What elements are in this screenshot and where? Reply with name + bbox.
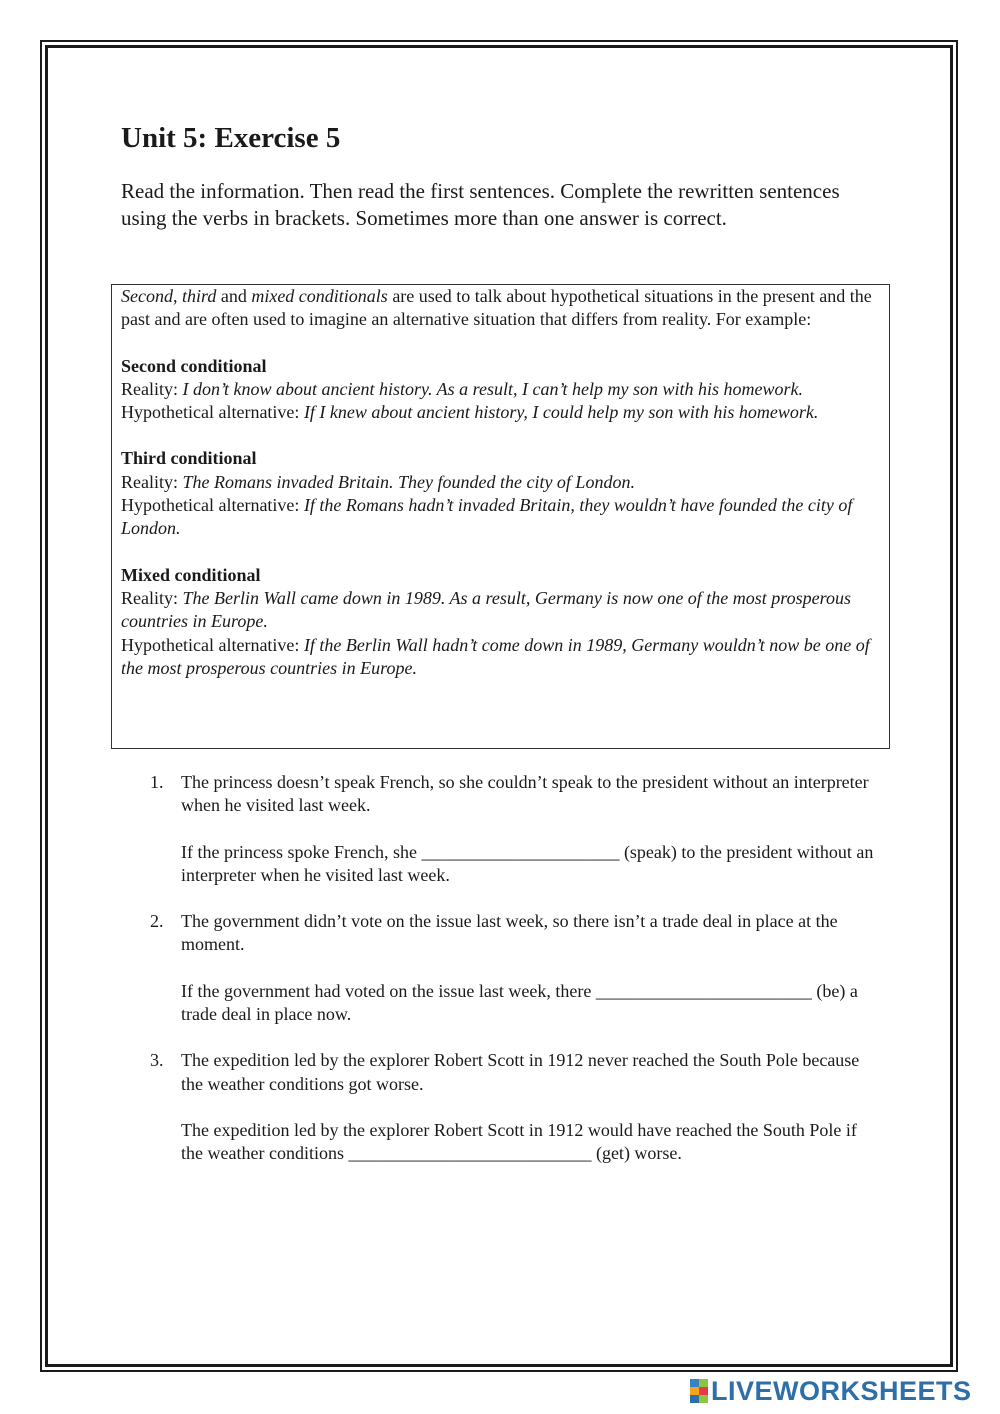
answer-blank-1[interactable]: ______________________: [421, 841, 620, 862]
third-conditional-reality: Reality: The Romans invaded Britain. They founded the city of London.: [121, 471, 635, 492]
third-conditional-heading: Third conditional: [121, 448, 257, 469]
rewritten-sentence: If the government had voted on the issue last week, there ________________________ (be) a trade deal in place now.: [181, 980, 858, 1025]
rewritten-sentence: The expedition led by the explorer Robert Scott in 1912 would have reached the South Pole if the weather conditions ___________________________ (get) worse.: [181, 1119, 857, 1164]
exercise-number: 3.: [150, 1050, 164, 1071]
grammar-info-box: [111, 284, 890, 749]
third-conditional-alternative: Hypothetical alternative: If the Romans hadn’t invaded Britain, they wouldn’t have founded the city of London.: [121, 495, 853, 539]
second-conditional-alternative: Hypothetical alternative: If I knew about ancient history, I could help my son with his homework.: [121, 402, 819, 423]
instructions: Read the information. Then read the first sentences. Complete the rewritten sentences using the verbs in brackets. Sometimes more than one answer is correct.: [121, 179, 840, 230]
liveworksheets-logo-icon: [690, 1379, 708, 1403]
rewritten-sentence: If the princess spoke French, she ______________________ (speak) to the president without an interpreter when he visited last week.: [181, 841, 874, 885]
exercise-item-1: [150, 771, 880, 887]
liveworksheets-logo: [690, 1377, 972, 1405]
second-conditional-reality: Reality: I don’t know about ancient history. As a result, I can’t help my son with his homework.: [121, 378, 803, 399]
mixed-conditional-heading: Mixed conditional: [121, 564, 261, 585]
exercise-item-2: [150, 910, 880, 1026]
second-conditional-heading: Second conditional: [121, 355, 267, 376]
mixed-conditional-alternative: Hypothetical alternative: If the Berlin Wall hadn’t come down in 1989, Germany wouldn’t now be one of the most prosperous countries in Europe.: [121, 634, 870, 678]
original-sentence: The princess doesn’t speak French, so she couldn’t speak to the president without an interpreter when he visited last week.: [181, 772, 869, 816]
original-sentence: The government didn’t vote on the issue last week, so there isn’t a trade deal in place at the moment.: [181, 911, 838, 955]
answer-blank-2[interactable]: ________________________: [595, 980, 812, 1001]
info-intro: Second, third and mixed conditionals are used to talk about hypothetical situations in the present and the past and are often used to imagine an alternative situation that differs from reality. For example:: [121, 286, 872, 330]
exercise-number: 2.: [150, 911, 164, 932]
answer-blank-3[interactable]: ___________________________: [348, 1143, 592, 1164]
original-sentence: The expedition led by the explorer Robert Scott in 1912 never reached the South Pole because the weather conditions got worse.: [181, 1050, 860, 1094]
page-title: Unit 5: Exercise 5: [121, 122, 341, 154]
mixed-conditional-reality: Reality: The Berlin Wall came down in 1989. As a result, Germany is now one of the most prosperous countries in Europe.: [121, 587, 851, 632]
exercise-item-3: [150, 1049, 880, 1165]
exercise-list: [150, 771, 880, 1189]
exercise-number: 1.: [150, 772, 164, 792]
watermark-text: LIVEWORKSHEETS: [711, 1375, 972, 1406]
